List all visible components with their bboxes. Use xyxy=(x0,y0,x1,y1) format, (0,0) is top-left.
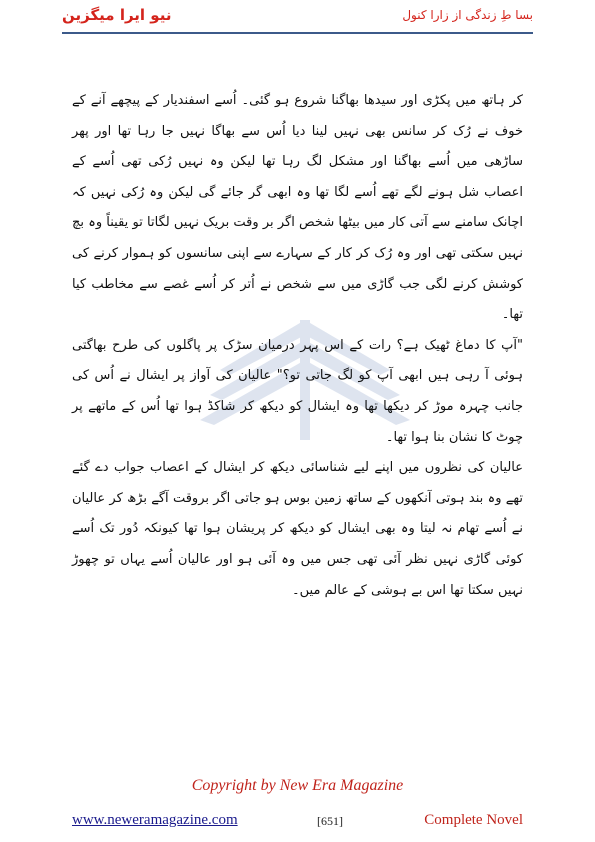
magazine-name: نیو ایرا میگزین xyxy=(62,6,172,24)
paragraph-1: کر ہاتھ میں پکڑی اور سیدھا بھاگنا شروع ہو گئی۔ اُسے اسفندیار کے پیچھے آنے کے خوف نے رُک کر سانس بھی نہیں لینا دیا اُس سے بھاگا نہیں جا رہا تھا اور پھر ساڑھی میں اُسے بھاگنا اور مشکل لگ رہا تھا لیکن وہ نہیں رُکی تھی اُسے کے اعصاب شل ہونے لگے تھے اُسے لگا تھا وہ ابھی گر جائے گی لیکن وہ رُکی نہیں کہ اچانک سامنے سے آتی کار میں بیٹھا شخص اگر بر وقت بریک نہیں لگاتا تو یقیناً وہ بچ نہیں سکتی تھی اور وہ رُک کر کار کے سہارے سے اپنی سانسوں کو ہموار کرنے کی کوشش کرنے لگی جب گاڑی میں سے شخص نے اُتر کر اُسے غصے سے مخاطب کیا تھا۔ xyxy=(72,93,523,323)
copyright-line: Copyright by New Era Magazine xyxy=(191,777,404,794)
novel-title: بسا طِ زندگی از زارا کنول xyxy=(402,8,533,22)
website-link[interactable]: www.neweramagazine.com xyxy=(72,812,238,828)
paragraph-3: عالیان کی نظروں میں اپنے لیے شناسائی دیکھ کر ایشال کے اعصاب جواب دے گئے تھے وہ بند ہوتی آنکھوں کے ساتھ زمین بوس ہو جاتی اگر بروقت آگے بڑھ کر عالیان نے اُسے تھام نہ لیتا وہ بھی ایشال کو دیکھ کر پریشان ہوا تھا کیونکہ دُور تک اُسے کوئی گاڑی نہیں نظر آئی تھی جس میں وہ آئی ہو اور عالیان اُسے یہاں تو چھوڑ نہیں سکتا تھا اس بے ہوشی کے عالم میں۔ xyxy=(72,460,523,598)
page-footer xyxy=(72,812,523,834)
page-header xyxy=(62,6,533,34)
page-number: [651] xyxy=(317,814,343,828)
section-label: Complete Novel xyxy=(424,812,523,828)
paragraph-2: "آپ کا دماغ ٹھیک ہے؟ رات کے اس پہر درمیان سڑک پر پاگلوں کی طرح بھاگتی ہوئی آ رہی ہیں ابھی آپ کو لگ جاتی تو؟" عالیان کی آواز پر ایشال نے اُس کی جانب چہرہ موڑ کر دیکھا تھا وہ ایشال کو دیکھ کر شاکڈ ہوا تھا اُس کے ماتھے پر چوٹ کا نشان بنا ہوا تھا۔ xyxy=(72,337,523,445)
article-body xyxy=(72,86,523,606)
